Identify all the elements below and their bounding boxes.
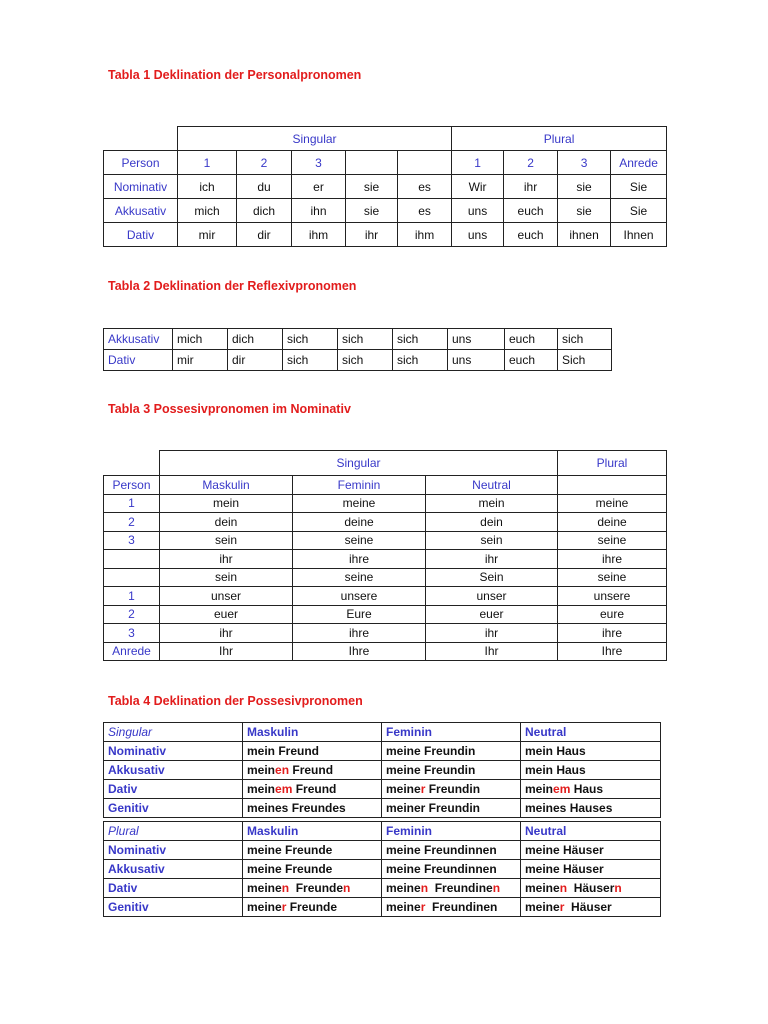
cell: unsere <box>558 587 667 606</box>
header-cell: 2 <box>237 151 292 175</box>
cell: Ihre <box>293 642 426 661</box>
cell: euer <box>426 605 558 624</box>
cell: ihr <box>504 175 558 199</box>
table-row <box>104 898 661 917</box>
cell: ihnen <box>558 223 611 247</box>
header-cell <box>398 151 452 175</box>
cell: ihre <box>558 550 667 569</box>
table-row <box>104 199 667 223</box>
cell: meine Freunde <box>243 860 382 879</box>
header-row <box>104 476 667 495</box>
cell: meinen Freund <box>243 761 382 780</box>
cell: sie <box>346 199 398 223</box>
cell: uns <box>448 350 505 371</box>
cell: meinen Häusern <box>521 879 661 898</box>
cell: seine <box>558 568 667 587</box>
case-label: Nominativ <box>104 742 243 761</box>
case-label: Dativ <box>104 879 243 898</box>
header-cell: Neutral <box>521 822 661 841</box>
cell: mein <box>426 494 558 513</box>
table-row <box>104 494 667 513</box>
ending-highlight: n <box>559 881 568 895</box>
header-cell: Neutral <box>426 476 558 495</box>
cell: Sein <box>426 568 558 587</box>
case-label: Akkusativ <box>104 761 243 780</box>
cell: meine Häuser <box>521 860 661 879</box>
header-row <box>104 822 661 841</box>
ending-highlight: n <box>492 881 501 895</box>
cell: du <box>237 175 292 199</box>
person-label: Anrede <box>104 642 160 661</box>
ending-highlight: r <box>420 782 426 796</box>
case-label: Dativ <box>104 223 178 247</box>
table-row <box>104 624 667 643</box>
cell: meine Freundinnen <box>382 841 521 860</box>
ending-highlight: n <box>343 881 351 895</box>
header-cell <box>346 151 398 175</box>
cell: ihr <box>160 624 293 643</box>
header-cell: Anrede <box>611 151 667 175</box>
cell: ihre <box>558 624 667 643</box>
blank-corner <box>104 127 178 151</box>
cell: meine Freundinnen <box>382 860 521 879</box>
cell: meine Häuser <box>521 841 661 860</box>
table-row <box>104 223 667 247</box>
cell: sich <box>283 329 338 350</box>
cell: dein <box>160 513 293 532</box>
cell: seine <box>293 531 426 550</box>
cell: dir <box>237 223 292 247</box>
cell: sie <box>558 199 611 223</box>
table-row <box>104 568 667 587</box>
cell: mein <box>160 494 293 513</box>
table-row <box>104 587 667 606</box>
case-label: Akkusativ <box>104 860 243 879</box>
cell: ihn <box>292 199 346 223</box>
cell: uns <box>452 223 504 247</box>
cell: meinen Freunden <box>243 879 382 898</box>
header-cell: 3 <box>558 151 611 175</box>
header-cell: 1 <box>178 151 237 175</box>
header-cell: Feminin <box>293 476 426 495</box>
cell: euch <box>504 223 558 247</box>
cell: Sich <box>558 350 612 371</box>
case-label: Akkusativ <box>104 199 178 223</box>
cell: sein <box>426 531 558 550</box>
table-row <box>104 799 661 818</box>
cell: meiner Freundinen <box>382 898 521 917</box>
case-label: Nominativ <box>104 175 178 199</box>
person-label: 3 <box>104 624 160 643</box>
table-row <box>104 742 661 761</box>
table-row <box>104 550 667 569</box>
cell: sich <box>338 350 393 371</box>
table1-title: Tabla 1 Deklination der Personalpronomen <box>108 68 362 82</box>
cell: meine <box>558 494 667 513</box>
cell: seine <box>293 568 426 587</box>
header-row <box>104 151 667 175</box>
header-cell <box>558 476 667 495</box>
cell: uns <box>448 329 505 350</box>
cell: euch <box>504 199 558 223</box>
ending-highlight: r <box>559 900 565 914</box>
cell: mich <box>178 199 237 223</box>
number-label: Plural <box>104 822 243 841</box>
person-label <box>104 550 160 569</box>
ending-highlight: n <box>614 881 622 895</box>
ending-highlight: r <box>281 900 287 914</box>
cell: sich <box>393 329 448 350</box>
cell: Sie <box>611 199 667 223</box>
cell: meine Freundin <box>382 742 521 761</box>
personal-pronoun-table <box>103 126 667 247</box>
table-row <box>104 531 667 550</box>
cell: dein <box>426 513 558 532</box>
cell: meiner Häuser <box>521 898 661 917</box>
cell: sein <box>160 568 293 587</box>
case-label: Dativ <box>104 780 243 799</box>
header-cell: Person <box>104 151 178 175</box>
cell: Wir <box>452 175 504 199</box>
cell: unsere <box>293 587 426 606</box>
header-row <box>104 723 661 742</box>
table-row <box>104 780 661 799</box>
header-cell: Maskulin <box>243 723 382 742</box>
cell: ihm <box>398 223 452 247</box>
cell: sie <box>346 175 398 199</box>
header-cell: Neutral <box>521 723 661 742</box>
cell: meinen Freundinen <box>382 879 521 898</box>
cell: mir <box>178 223 237 247</box>
singular-header: Singular <box>178 127 452 151</box>
table-row <box>104 860 661 879</box>
cell: euch <box>505 329 558 350</box>
cell: unser <box>426 587 558 606</box>
cell: es <box>398 175 452 199</box>
cell: dich <box>237 199 292 223</box>
cell: meine Freunde <box>243 841 382 860</box>
cell: ihr <box>160 550 293 569</box>
cell: dir <box>228 350 283 371</box>
cell: seine <box>558 531 667 550</box>
cell: Ihre <box>558 642 667 661</box>
table-row <box>104 329 612 350</box>
blank-corner <box>104 451 160 476</box>
plural-header: Plural <box>452 127 667 151</box>
cell: ihr <box>426 550 558 569</box>
cell: uns <box>452 199 504 223</box>
person-label: 2 <box>104 513 160 532</box>
header-cell: 2 <box>504 151 558 175</box>
possessive-plural-table <box>103 821 661 917</box>
cell: ihr <box>346 223 398 247</box>
cell: meiner Freundin <box>382 799 521 818</box>
cell: Sie <box>611 175 667 199</box>
header-cell: Feminin <box>382 822 521 841</box>
table-row <box>104 513 667 532</box>
table3-title: Tabla 3 Possesivpronomen im Nominativ <box>108 402 351 416</box>
cell: dich <box>228 329 283 350</box>
cell: meiner Freunde <box>243 898 382 917</box>
table-row <box>104 841 661 860</box>
person-label: 1 <box>104 587 160 606</box>
case-label: Nominativ <box>104 841 243 860</box>
table-row <box>104 879 661 898</box>
cell: euer <box>160 605 293 624</box>
possessive-nominative-table <box>103 450 667 661</box>
cell: ich <box>178 175 237 199</box>
cell: mich <box>173 329 228 350</box>
cell: deine <box>293 513 426 532</box>
header-cell: Maskulin <box>160 476 293 495</box>
number-label: Singular <box>104 723 243 742</box>
cell: sich <box>283 350 338 371</box>
table-row <box>104 605 667 624</box>
cell: mir <box>173 350 228 371</box>
cell: eure <box>558 605 667 624</box>
ending-highlight: n <box>281 881 290 895</box>
table4-title: Tabla 4 Deklination der Possesivpronomen <box>108 694 363 708</box>
case-label: Genitiv <box>104 799 243 818</box>
plural-header: Plural <box>558 451 667 476</box>
cell: ihre <box>293 550 426 569</box>
cell: meinem Freund <box>243 780 382 799</box>
cell: sich <box>393 350 448 371</box>
cell: ihr <box>426 624 558 643</box>
possessive-singular-table <box>103 722 661 818</box>
header-cell: Feminin <box>382 723 521 742</box>
cell: meine <box>293 494 426 513</box>
case-label: Dativ <box>104 350 173 371</box>
cell: euch <box>505 350 558 371</box>
table2-title: Tabla 2 Deklination der Reflexivpronomen <box>108 279 357 293</box>
table-row <box>104 761 661 780</box>
header-cell: 1 <box>452 151 504 175</box>
cell: sie <box>558 175 611 199</box>
cell: sich <box>558 329 612 350</box>
cell: mein Haus <box>521 742 661 761</box>
reflexive-pronoun-table <box>103 328 612 371</box>
person-label: 2 <box>104 605 160 624</box>
header-cell: Maskulin <box>243 822 382 841</box>
cell: unser <box>160 587 293 606</box>
cell: Eure <box>293 605 426 624</box>
cell: meiner Freundin <box>382 780 521 799</box>
singular-header: Singular <box>160 451 558 476</box>
ending-highlight: em <box>553 782 571 796</box>
cell: meine Freundin <box>382 761 521 780</box>
cell: ihre <box>293 624 426 643</box>
ending-highlight: en <box>275 763 290 777</box>
cell: Ihnen <box>611 223 667 247</box>
header-cell: 3 <box>292 151 346 175</box>
cell: sich <box>338 329 393 350</box>
table-row <box>104 350 612 371</box>
cell: deine <box>558 513 667 532</box>
cell: es <box>398 199 452 223</box>
table-row <box>104 642 667 661</box>
cell: Ihr <box>426 642 558 661</box>
table-row <box>104 175 667 199</box>
cell: mein Haus <box>521 761 661 780</box>
person-label: 3 <box>104 531 160 550</box>
ending-highlight: n <box>420 881 429 895</box>
cell: er <box>292 175 346 199</box>
cell: mein Freund <box>243 742 382 761</box>
header-cell: Person <box>104 476 160 495</box>
cell: ihm <box>292 223 346 247</box>
ending-highlight: em <box>275 782 293 796</box>
ending-highlight: r <box>420 900 426 914</box>
case-label: Genitiv <box>104 898 243 917</box>
cell: Ihr <box>160 642 293 661</box>
cell: sein <box>160 531 293 550</box>
cell: meinem Haus <box>521 780 661 799</box>
cell: meines Freundes <box>243 799 382 818</box>
case-label: Akkusativ <box>104 329 173 350</box>
cell: meines Hauses <box>521 799 661 818</box>
person-label <box>104 568 160 587</box>
person-label: 1 <box>104 494 160 513</box>
